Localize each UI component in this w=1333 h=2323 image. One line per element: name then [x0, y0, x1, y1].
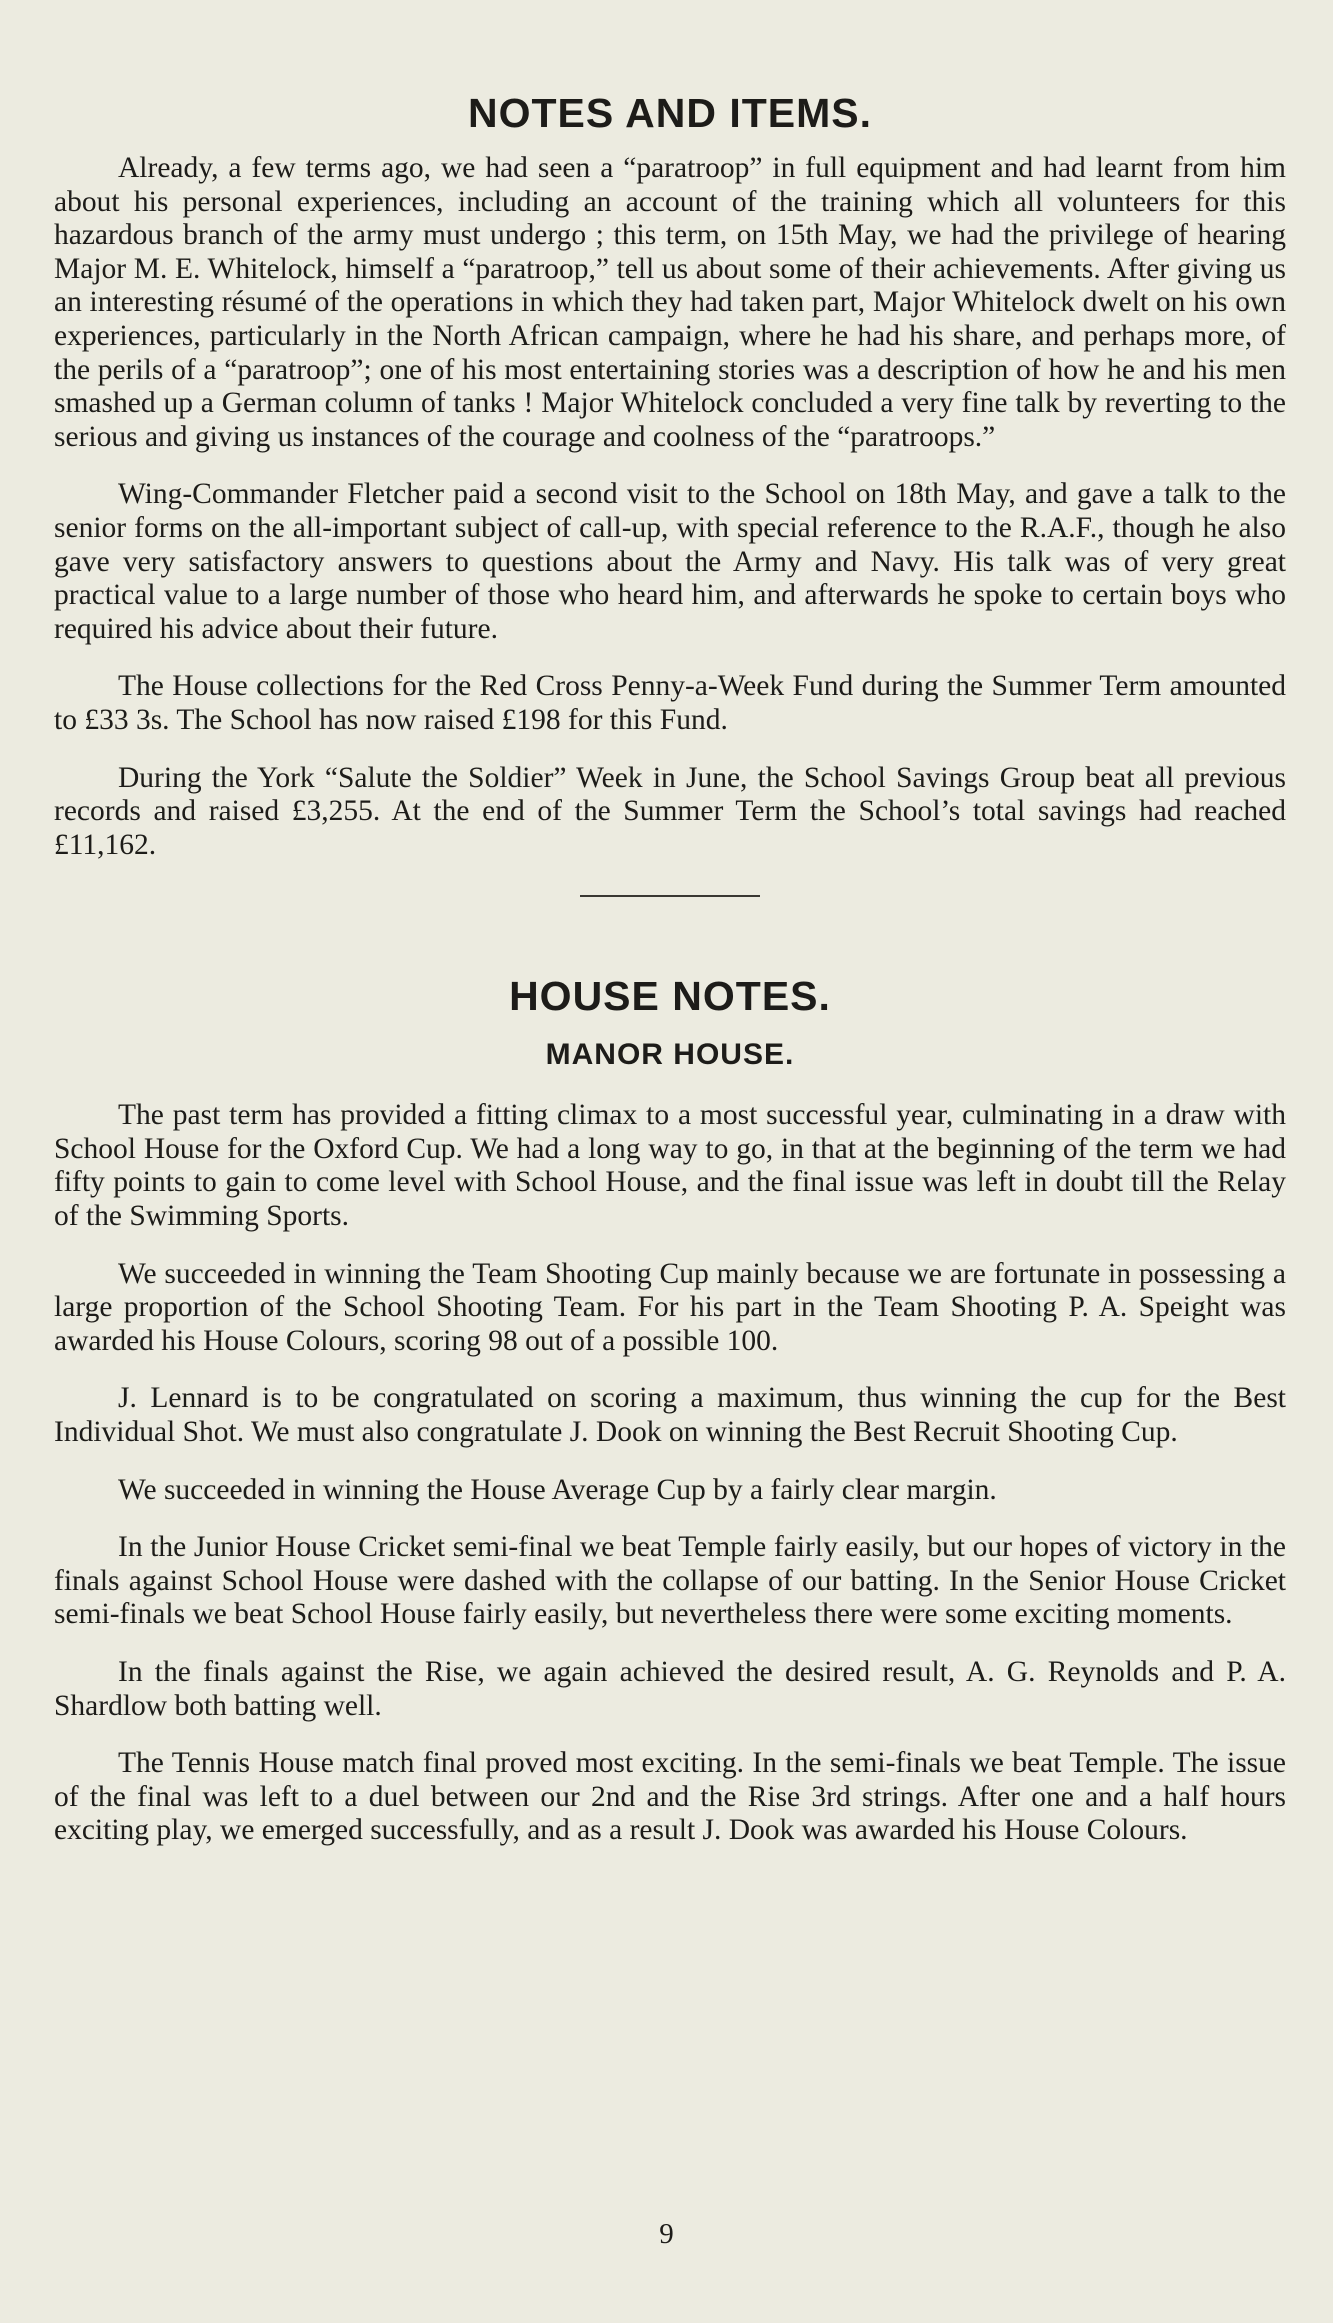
page-content — [54, 88, 1286, 1872]
house-paragraph: We succeeded in winning the House Average Cup by a fairly clear margin. — [118, 1473, 997, 1506]
notes-heading: NOTES AND ITEMS. — [468, 90, 872, 136]
house-paragraph: J. Lennard is to be congratulated on scoring a maximum, thus winning the cup for the Best Individual Shot. We must also congratulate J. Dook on winning the Best Recruit Shooting Cup. — [54, 1382, 1286, 1449]
house-paragraph: We succeeded in winning the Team Shooting Cup mainly because we are fortunate in possessing a large proportion of the School Shooting Team. For his part in the Team Shooting P. A. Speight was awarded his House Colours, scoring 98 out of a possible 100. — [54, 1257, 1286, 1357]
page-number: 9 — [659, 2218, 674, 2250]
manor-house-heading: MANOR HOUSE. — [545, 1038, 795, 1072]
notes-paragraph: The House collections for the Red Cross Penny-a-Week Fund during the Summer Term amounted to £33 3s. The School has now raised £198 for this Fund. — [54, 670, 1286, 736]
house-notes-heading: HOUSE NOTES. — [509, 973, 831, 1020]
section-divider — [580, 895, 760, 897]
house-paragraph: In the finals against the Rise, we again achieved the desired result, A. G. Reynolds and P. A. Shardlow both batting well. — [54, 1656, 1286, 1722]
notes-paragraph: Wing-Commander Fletcher paid a second visit to the School on 18th May, and gave a talk to the senior forms on the all-important subject of call-up, with special reference to the R.A.F., though he also gave very satisfactory answers to questions about the Army and Navy. His talk was of very great practical value to a large number of those who heard him, and afterwards he spoke to certain boys who required his advice about their future. — [54, 478, 1286, 645]
house-paragraph: The past term has provided a fitting climax to a most successful year, culminating in a draw with School House for the Oxford Cup. We had a long way to go, in that at the beginning of the term we had fifty points to gain to come level with School House, and the final issue was left in doubt till the Relay of the Swimming Sports. — [54, 1099, 1286, 1233]
house-paragraph: The Tennis House match final proved most exciting. In the semi-finals we beat Temple. The issue of the final was left to a duel between our 2nd and the Rise 3rd strings. After one and a half hours exciting play, we emerged successfully, and as a result J. Dook was awarded his House Colours. — [54, 1747, 1286, 1847]
house-paragraph: In the Junior House Cricket semi-final we beat Temple fairly easily, but our hopes of victory in the finals against School House were dashed with the collapse of our batting. In the Senior House Cricket semi-finals we beat School House fairly easily, but nevertheless there were some exciting moments. — [54, 1531, 1286, 1631]
notes-paragraph: Already, a few terms ago, we had seen a “paratroop” in full equipment and had learnt from him about his personal experiences, including an account of the training which all volunteers for this hazardous branch of the army must undergo ; this term, on 15th May, we had the privilege of hearing Major M. E. Whitelock, himself a “paratroop,” tell us about some of their achievements. After giving us an interesting résumé of the operations in which they had taken part, Major Whitelock dwelt on his own experiences, particularly in the North African campaign, where he had his share, and perhaps more, of the perils of a “paratroop”; one of his most entertaining stories was a description of how he and his men smashed up a German column of tanks ! Major Whitelock concluded a very fine talk by reverting to the serious and giving us instances of the courage and coolness of the “paratroops.” — [54, 152, 1286, 453]
notes-paragraph: During the York “Salute the Soldier” Week in June, the School Savings Group beat all previous records and raised £3,255. At the end of the Summer Term the School’s total savings had reached £11,162. — [54, 761, 1286, 861]
